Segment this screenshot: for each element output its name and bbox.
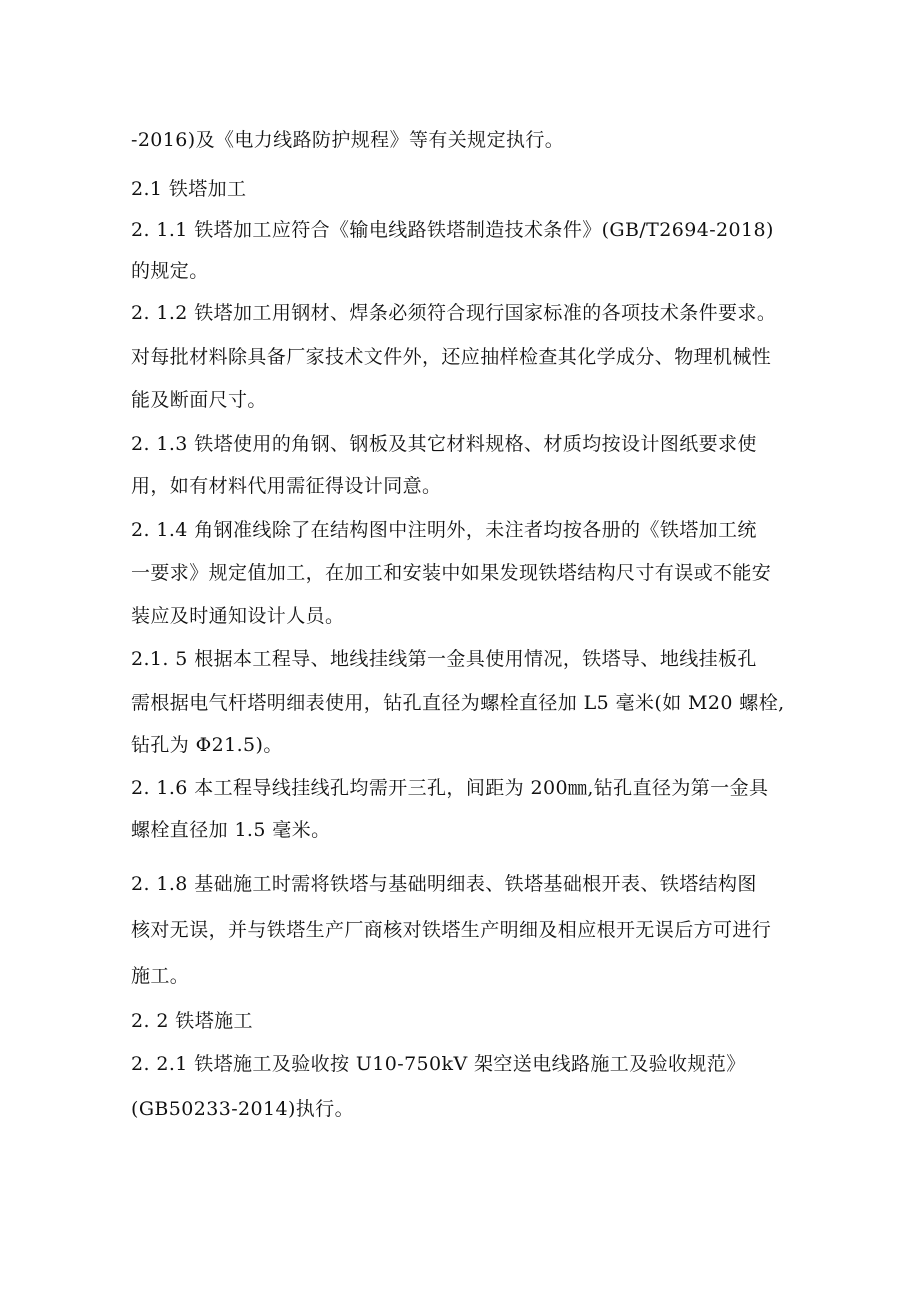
text-line: 2. 1.2 铁塔加工用钢材、焊条必须符合现行国家标准的各项技术条件要求。 (131, 302, 777, 324)
text-line: -2016)及《电力线路防护规程》等有关规定执行。 (131, 129, 565, 151)
text-line: 的规定。 (131, 260, 209, 282)
section-heading: 2.1 铁塔加工 (131, 178, 247, 200)
text-line: 用，如有材料代用需征得设计同意。 (131, 475, 442, 497)
text-line: 一要求》规定值加工，在加工和安装中如果发现铁塔结构尺寸有误或不能安 (131, 562, 772, 584)
text-line: 2. 1.4 角钢准线除了在结构图中注明外，未注者均按各册的《铁塔加工统 (131, 519, 757, 541)
text-line: 2. 2.1 铁塔施工及验收按 U10-750kV 架空送电线路施工及验收规范》 (131, 1053, 746, 1075)
text-line: 施工。 (131, 965, 190, 987)
text-line: 对每批材料除具备厂家技术文件外，还应抽样检查其化学成分、物理机械性 (131, 346, 772, 368)
text-line: 2. 1.8 基础施工时需将铁塔与基础明细表、铁塔基础根开表、铁塔结构图 (131, 873, 757, 895)
text-line: (GB50233-2014)执行。 (131, 1098, 354, 1120)
text-line: 钻孔为 Φ21.5)。 (131, 734, 283, 756)
section-heading: 2. 2 铁塔施工 (131, 1010, 253, 1032)
text-line: 螺栓直径加 1.5 毫米。 (131, 819, 331, 841)
text-line: 需根据电气杆塔明细表使用，钻孔直径为螺栓直径加 L5 毫米(如 M20 螺栓, (131, 692, 785, 714)
text-line: 2. 1.3 铁塔使用的角钢、钢板及其它材料规格、材质均按设计图纸要求使 (131, 433, 757, 455)
text-line: 能及断面尺寸。 (131, 389, 267, 411)
text-line: 核对无误，并与铁塔生产厂商核对铁塔生产明细及相应根开无误后方可进行 (131, 919, 772, 941)
text-line: 2. 1.1 铁塔加工应符合《输电线路铁塔制造技术条件》(GB/T2694-2018) (131, 219, 774, 241)
text-line: 装应及时通知设计人员。 (131, 605, 345, 627)
text-line: 2. 1.6 本工程导线挂线孔均需开三孔，间距为 200㎜,钻孔直径为第一金具 (131, 777, 769, 799)
text-line: 2.1. 5 根据本工程导、地线挂线第一金具使用情况，铁塔导、地线挂板孔 (131, 648, 757, 670)
